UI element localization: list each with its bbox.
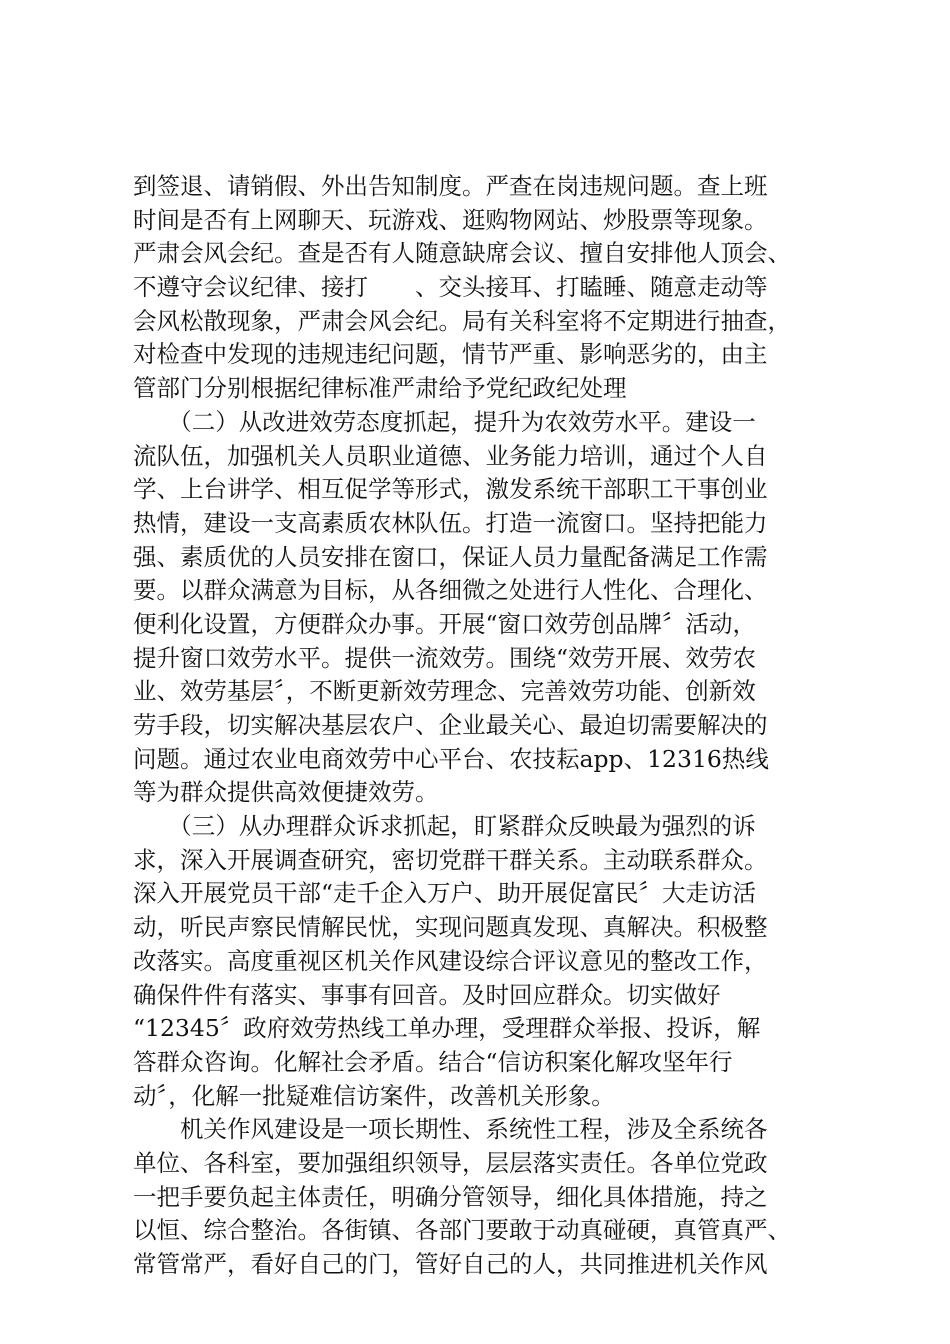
text-line: 改落实。高度重视区机关作风建设综合评议意见的整改工作， xyxy=(133,946,768,975)
text-line: 等为群众提供高效便捷效劳。 xyxy=(133,778,439,807)
text-line: 不遵守会议纪律、接打 、交头接耳、打瞌睡、随意走动等 xyxy=(133,273,768,302)
text-line: 到签退、请销假、外出告知制度。严查在岗违规问题。查上班 xyxy=(133,172,768,200)
text-line: 答群众咨询。化解社会矛盾。结合“信访积案化解攻坚年行 xyxy=(133,1047,733,1076)
text-line: 机关作风建设是一项长期性、系统性工程，涉及全系统各 xyxy=(133,1115,768,1144)
text-line: 时间是否有上网聊天、玩游戏、逛购物网站、炒股票等现象。 xyxy=(133,205,768,234)
text-line: 常管常严，看好自己的门，管好自己的人，共同推进机关作风 xyxy=(133,1250,768,1278)
text-line: 学、上台讲学、相互促学等形式，激发系统干部职工干事创业 xyxy=(133,475,768,504)
text-line: 以恒、综合整治。各街镇、各部门要敢于动真碰硬，真管真严、 xyxy=(133,1216,791,1245)
text-line: “12345〞政府效劳热线工单办理，受理群众举报、投诉，解 xyxy=(133,1014,761,1043)
text-line: 严肃会风会纪。查是否有人随意缺席会议、擅自安排他人顶会、 xyxy=(133,239,791,268)
text-line: 一把手要负起主体责任，明确分管领导，细化具体措施，持之 xyxy=(133,1182,768,1211)
text-line: 管部门分别根据纪律标准严肃给予党纪政纪处理 xyxy=(133,374,627,403)
text-line: 求，深入开展调查研究，密切党群干群关系。主动联系群众。 xyxy=(133,845,768,874)
text-line: 对检查中发现的违规违纪问题，情节严重、影响恶劣的，由主 xyxy=(133,340,768,369)
text-line: 单位、各科室，要加强组织领导，层层落实责任。各单位党政 xyxy=(133,1148,768,1177)
text-line: （二）从改进效劳态度抓起，提升为农效劳水平。建设一 xyxy=(133,407,756,436)
text-line: 动，听民声察民情解民忧，实现问题真发现、真解决。积极整 xyxy=(133,913,768,942)
text-line: 会风松散现象，严肃会风会纪。局有关科室将不定期进行抽查， xyxy=(133,306,791,335)
text-line: 流队伍，加强机关人员职业道德、业务能力培训，通过个人自 xyxy=(133,441,768,470)
text-line: 确保件件有落实、事事有回音。及时回应群众。切实做好 xyxy=(133,980,721,1009)
body-text xyxy=(133,170,843,1282)
text-line: 要。以群众满意为目标，从各细微之处进行人性化、合理化、 xyxy=(133,576,768,605)
text-line: 强、素质优的人员安排在窗口，保证人员力量配备满足工作需 xyxy=(133,542,768,571)
text-line: 劳手段，切实解决基层农户、企业最关心、最迫切需要解决的 xyxy=(133,711,768,739)
text-line: （三）从办理群众诉求抓起，盯紧群众反映最为强烈的诉 xyxy=(133,812,756,841)
text-line: 业、效劳基层〞，不断更新效劳理念、完善效劳功能、创新效 xyxy=(133,677,756,706)
text-line: 提升窗口效劳水平。提供一流效劳。围绕“效劳开展、效劳农 xyxy=(133,643,757,672)
text-line: 动〞，化解一批疑难信访案件，改善机关形象。 xyxy=(133,1081,615,1110)
text-line: 问题。通过农业电商效劳中心平台、农技耘app、12316热线 xyxy=(133,744,769,773)
text-line: 深入开展党员干部“走千企入万户、助开展促富民〞大走访活 xyxy=(133,879,757,908)
text-line: 热情，建设一支高素质农林队伍。打造一流窗口。坚持把能力 xyxy=(133,508,768,537)
text-line: 便利化设置，方便群众办事。开展“窗口效劳创品牌〞活动， xyxy=(133,609,757,638)
